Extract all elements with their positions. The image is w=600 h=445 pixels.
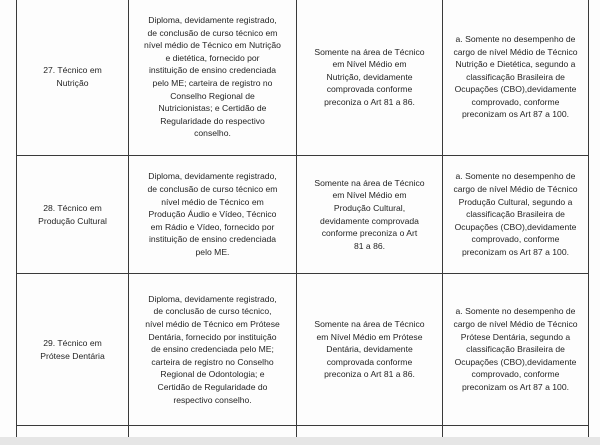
cargo-cell	[17, 274, 129, 426]
cargo-line: Nutrição	[56, 78, 89, 88]
table-row	[17, 274, 589, 426]
observacao-line: a. Somente no desempenho de	[455, 33, 576, 44]
experiencia-line: em Nível Médio em	[332, 190, 407, 201]
requisito-line: carteira de registro no Conselho	[151, 356, 274, 367]
observacao-cell	[443, 0, 589, 156]
observacao-line: a. Somente no desempenho de	[455, 306, 576, 317]
requisito-line: instituição de ensino credenciada	[148, 234, 277, 245]
requisito-line: respectivo conselho.	[173, 394, 252, 405]
requisito-cell	[129, 274, 297, 426]
observacao-line: cargo de nível Médio de Técnico	[453, 46, 578, 57]
experiencia-cell	[297, 0, 443, 156]
observacao-line: comprovado, conforme	[471, 369, 560, 380]
cargo-line: 29. Técnico em	[43, 337, 102, 348]
observacao-line: preconizam os Art 87 a 100.	[461, 246, 569, 257]
requisito-line: Diploma, devidamente registrado,	[148, 15, 277, 26]
observacao-line: a. Somente no desempenho de	[455, 171, 576, 182]
observacao-line: comprovado, conforme	[471, 96, 560, 107]
table-row	[17, 156, 589, 274]
requisito-line: Diploma, devidamente registrado,	[148, 171, 277, 182]
requisito-line: pelo ME; carteira de registro no	[152, 78, 273, 88]
experiencia-line: em Nível Médio em Prótese	[316, 331, 423, 342]
experiencia-cell	[297, 156, 443, 274]
cargo-cell	[17, 156, 129, 274]
requisito-line: Regional de Odontologia; e	[160, 369, 265, 380]
observacao-cell	[443, 156, 589, 274]
requisito-line: pelo ME.	[195, 246, 230, 257]
observacao-line: classificação Brasileira de	[466, 209, 565, 220]
experiencia-line: comprovada conforme	[326, 84, 413, 95]
observacao-line: cargo de nível Médio de Técnico	[453, 319, 578, 330]
table-row	[17, 0, 589, 156]
observacao-line: Prótese Dentária, segundo a	[460, 331, 571, 342]
experiencia-line: conforme preconiza o Art	[321, 228, 418, 239]
observacao-line: Ocupações (CBO),devidamente	[454, 84, 577, 95]
observacao-line: classificação Brasileira de	[466, 71, 565, 82]
requisito-line: e dietética, fornecido por	[165, 52, 260, 63]
requisito-cell	[129, 156, 297, 274]
requirements-table	[16, 0, 589, 445]
observacao-line: Produção Cultural, segundo a	[458, 196, 573, 207]
experiencia-line: 81 a 86.	[353, 240, 386, 251]
requisito-line: em Rádio e Vídeo, fornecido por	[150, 221, 275, 232]
observacao-line: cargo de nível Médio de Técnico	[453, 184, 578, 195]
requisito-line: conselho.	[194, 128, 231, 139]
requisito-line: Conselho Regional de	[170, 90, 255, 101]
requisito-line: Regularidade do respectivo	[160, 115, 265, 126]
cargo-line: Produção Cultural	[38, 215, 107, 226]
requisito-line: nível médio de Técnico em Nutrição	[144, 40, 281, 51]
cargo-line: 27. Técnico em	[43, 65, 102, 76]
requisito-line: Dentária, fornecido por instituição	[148, 331, 277, 342]
requisito-line: de ensino credenciada pelo ME;	[151, 344, 274, 355]
cargo-cell	[17, 0, 129, 156]
experiencia-line: Produção Cultural,	[333, 202, 406, 213]
experiencia-line: Nutrição, devidamente	[326, 71, 413, 82]
requisito-cell	[129, 0, 297, 156]
requisito-line: instituição de ensino credenciada	[148, 65, 277, 76]
observacao-line: Ocupações (CBO),devidamente	[454, 356, 577, 367]
experiencia-line: Dentária, devidamente	[326, 344, 413, 355]
observacao-line: preconizam os Art 87 a 100.	[461, 109, 569, 120]
requisito-line: Certidão de Regularidade do	[157, 381, 268, 392]
requisito-line: de conclusão de curso técnico em	[147, 27, 278, 38]
requisito-line: de conclusão de curso técnico,	[153, 306, 272, 317]
experiencia-line: Somente na área de Técnico	[314, 46, 425, 57]
observacao-line: classificação Brasileira de	[466, 344, 565, 355]
cargo-line: 28. Técnico em	[43, 202, 102, 213]
experiencia-line: comprovada conforme	[326, 356, 413, 367]
requisito-line: Nutricionistas; e Certidão de	[158, 103, 267, 114]
observacao-line: comprovado, conforme	[471, 234, 560, 245]
experiencia-cell	[297, 274, 443, 426]
observacao-line: Ocupações (CBO),devidamente	[454, 221, 577, 232]
requisito-line: de conclusão de curso técnico em	[147, 184, 278, 195]
observacao-line: Nutrição e Dietética, segundo a	[455, 59, 576, 70]
experiencia-line: Somente na área de Técnico	[314, 177, 425, 188]
requisito-line: Diploma, devidamente registrado,	[148, 293, 277, 304]
requisito-line: nível médio de Técnico em Prótese	[145, 319, 280, 330]
experiencia-line: devidamente comprovada	[320, 215, 419, 226]
observacao-line: preconizam os Art 87 a 100.	[461, 381, 569, 392]
cargo-line: Prótese Dentária	[40, 350, 105, 361]
experiencia-line: preconiza o Art 81 a 86.	[324, 369, 415, 380]
experiencia-line: Somente na área de Técnico	[314, 319, 425, 330]
page-bottom-edge	[0, 437, 600, 445]
observacao-cell	[443, 274, 589, 426]
experiencia-line: em Nível Médio em	[332, 59, 407, 70]
requisito-line: Produção Áudio e Vídeo, Técnico	[148, 209, 277, 220]
experiencia-line: preconiza o Art 81 a 86.	[324, 96, 415, 107]
requisito-line: nível médio de Técnico em	[161, 196, 264, 207]
